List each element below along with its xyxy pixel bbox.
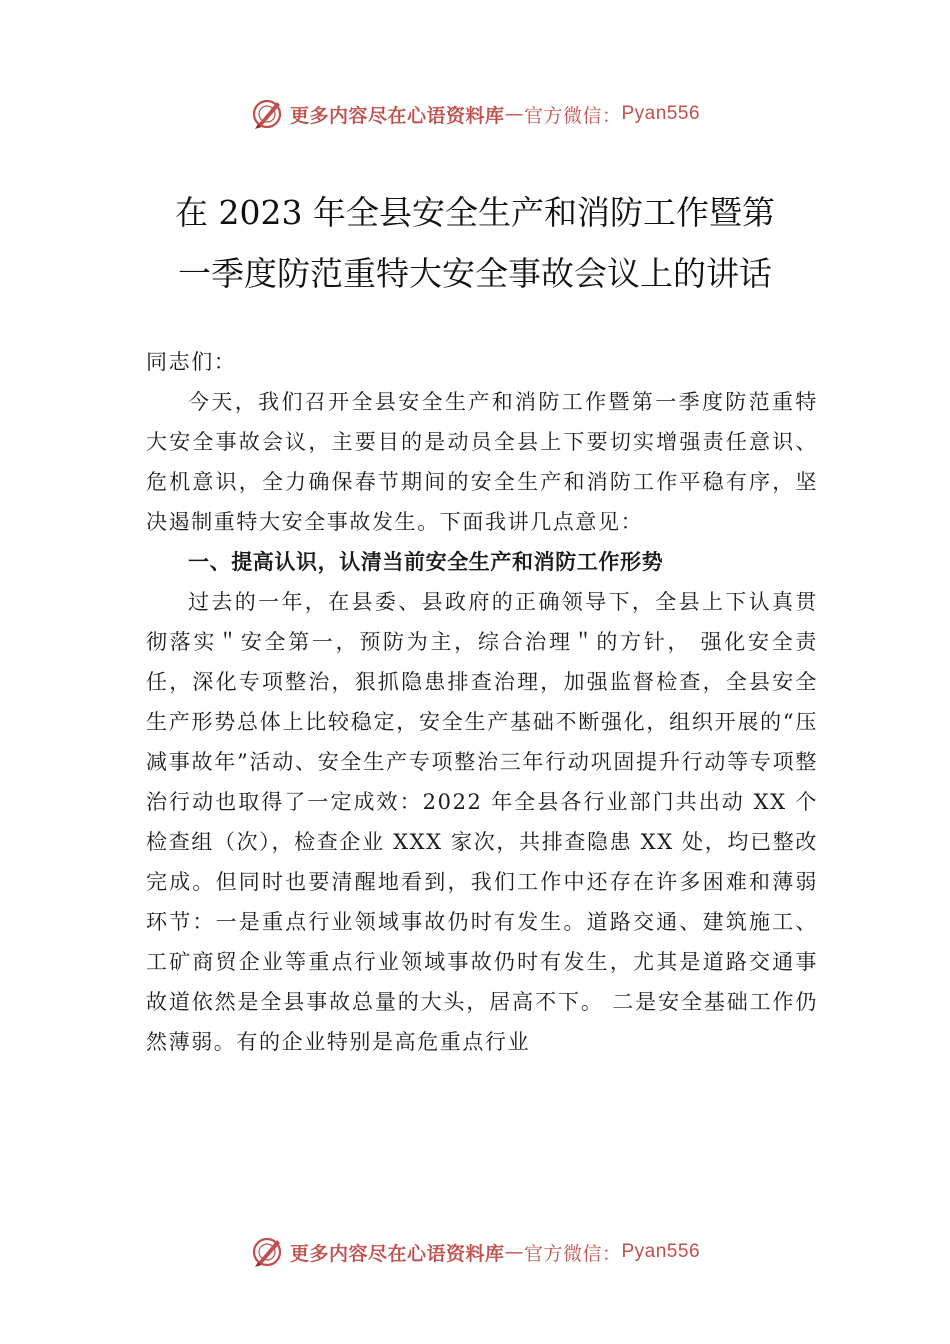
salutation: 同志们： — [146, 350, 237, 374]
watermark-separator: — — [504, 1241, 524, 1263]
watermark-separator: — — [504, 103, 524, 125]
section-heading-1: 一、提高认识，认清当前安全生产和消防工作形势 — [188, 550, 664, 574]
section-paragraph-1: 过去的一年，在县委、县政府的正确领导下，全县上下认真贯彻落实＂安全第一，预防为主，综合治理＂的方针， 强化安全责任，深化专项整治，狠抓隐患排查治理，加强监督检查，全县安全生产形势总体上比较稳定，安全生产基础不断强化，组织开展的“压减事故年”活动、安全生产专项整治三年行动巩固提升行动等专项整治行动也取得了一定成效：2022 年全县各行业部门共出动 XX 个检查组（次），检查企业 XXX 家次，共排查隐患 XX 处，均已整改完成。但同时也要清醒地看到，我们工作中还存在许多困难和薄弱环节：一是重点行业领域事故仍时有发生。道路交通、建筑施工、工矿商贸企业等重点行业领域事故仍时有发生，尤其是道路交通事故道依然是全县事故总量的大头，居高不下。 二是安全基础工作仍然薄弱。有的企业特别是高危重点行业 — [146, 590, 818, 1054]
pen-seal-icon — [250, 97, 284, 131]
watermark-handle: Pyan556 — [621, 1241, 701, 1262]
document-title — [0, 182, 950, 304]
document-body — [146, 342, 818, 1062]
watermark-label: 官方微信： — [523, 104, 622, 127]
title-line-1: 在 2023 年全县安全生产和消防工作暨第 — [175, 193, 775, 232]
watermark-header — [0, 94, 950, 134]
watermark-handle: Pyan556 — [621, 103, 701, 124]
watermark-brand: 更多内容尽在心语资料库 — [289, 104, 505, 127]
pen-seal-icon — [250, 1235, 284, 1269]
intro-paragraph: 今天，我们召开全县安全生产和消防工作暨第一季度防范重特大安全事故会议，主要目的是动员全县上下要切实增强责任意识、危机意识，全力确保春节期间的安全生产和消防工作平稳有序，坚决遏制重特大安全事故发生。下面我讲几点意见： — [146, 390, 818, 534]
watermark-brand: 更多内容尽在心语资料库 — [289, 1242, 505, 1265]
title-line-2: 一季度防范重特大安全事故会议上的讲话 — [178, 254, 772, 293]
watermark-footer — [0, 1232, 950, 1272]
watermark-label: 官方微信： — [523, 1242, 622, 1265]
